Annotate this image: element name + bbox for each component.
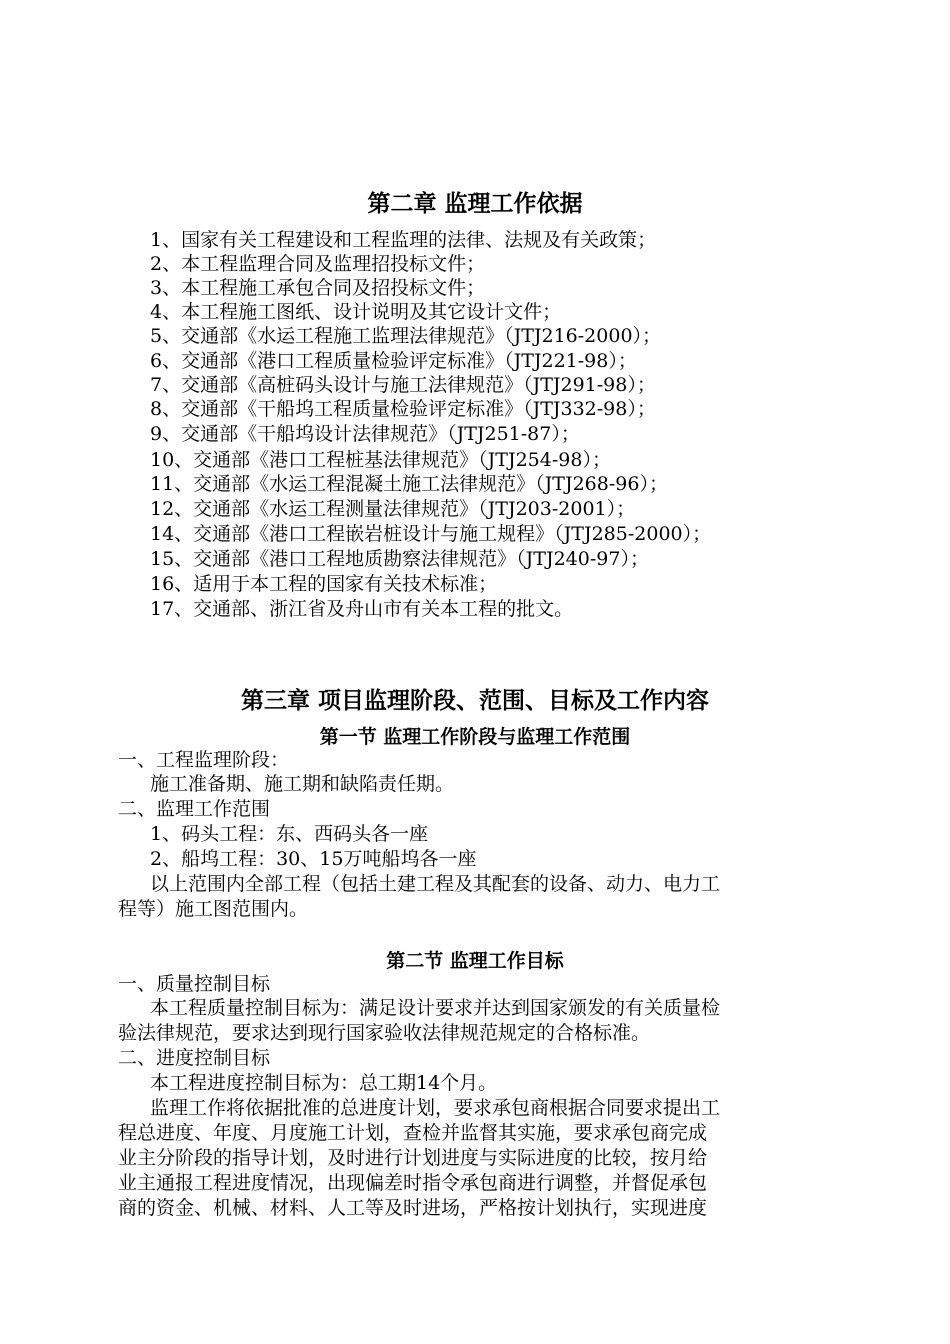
basis-item-8: 8、交通部《干船坞工程质量检验评定标准》（JTJ332-98）； bbox=[150, 398, 656, 420]
basis-item-10: 10、交通部《港口工程桩基法律规范》（JTJ254-98）； bbox=[150, 449, 611, 471]
quality-line-2: 验法律规范，要求达到现行国家验收法律规范规定的合格标准。 bbox=[118, 1022, 651, 1044]
stage-heading: 一、工程监理阶段： bbox=[118, 749, 290, 771]
chapter-2-title: 第二章 监理工作依据 bbox=[367, 191, 583, 217]
quality-line-1: 本工程质量控制目标为：满足设计要求并达到国家颁发的有关质量检 bbox=[150, 997, 721, 1019]
quality-heading: 一、质量控制目标 bbox=[118, 973, 271, 995]
scope-item-2: 2、船坞工程：30、15万吨船坞各一座 bbox=[150, 848, 477, 870]
schedule-goal: 本工程进度控制目标为：总工期14个月。 bbox=[150, 1072, 498, 1094]
basis-item-4: 4、本工程施工图纸、设计说明及其它设计文件； bbox=[150, 301, 562, 323]
basis-item-16: 16、适用于本工程的国家有关技术标准； bbox=[150, 573, 498, 595]
section-2-title: 第二节 监理工作目标 bbox=[386, 950, 564, 972]
basis-item-17: 17、交通部、浙江省及舟山市有关本工程的批文。 bbox=[150, 598, 574, 620]
basis-item-1: 1、国家有关工程建设和工程监理的法律、法规及有关政策； bbox=[150, 229, 657, 251]
section-1-title: 第一节 监理工作阶段与监理工作范围 bbox=[319, 726, 631, 748]
stage-text: 施工准备期、施工期和缺陷责任期。 bbox=[150, 773, 455, 795]
basis-item-6: 6、交通部《港口工程质量检验评定标准》（JTJ221-98）； bbox=[150, 350, 637, 372]
basis-item-7: 7、交通部《高桩码头设计与施工法律规范》（JTJ291-98）； bbox=[150, 374, 656, 396]
schedule-heading: 二、进度控制目标 bbox=[118, 1047, 271, 1069]
schedule-para-line-2: 程总进度、年度、月度施工计划，查检并监督其实施，要求承包商完成 bbox=[118, 1122, 708, 1144]
basis-item-12: 12、交通部《水运工程测量法律规范》（JTJ203-2001）； bbox=[150, 498, 636, 520]
basis-item-2: 2、本工程监理合同及监理招投标文件； bbox=[150, 253, 486, 275]
scope-note-line-1: 以上范围内全部工程（包括土建工程及其配套的设备、动力、电力工 bbox=[150, 873, 721, 895]
schedule-para-line-5: 商的资金、机械、材料、人工等及时进场，严格按计划执行，实现进度 bbox=[118, 1197, 708, 1219]
chapter-3-title: 第三章 项目监理阶段、范围、目标及工作内容 bbox=[240, 688, 709, 714]
basis-item-5: 5、交通部《水运工程施工监理法律规范》（JTJ216-2000）； bbox=[150, 325, 662, 347]
basis-item-3: 3、本工程施工承包合同及招投标文件； bbox=[150, 277, 486, 299]
schedule-para-line-1: 监理工作将依据批准的总进度计划，要求承包商根据合同要求提出工 bbox=[150, 1097, 721, 1119]
basis-item-15: 15、交通部《港口工程地质勘察法律规范》（JTJ240-97）； bbox=[150, 548, 649, 570]
scope-note-line-2: 程等）施工图范围内。 bbox=[118, 898, 309, 920]
schedule-para-line-3: 业主分阶段的指导计划，及时进行计划进度与实际进度的比较，按月给 bbox=[118, 1147, 708, 1169]
basis-item-9: 9、交通部《干船坞设计法律规范》（JTJ251-87）； bbox=[150, 423, 580, 445]
scope-item-1: 1、码头工程：东、西码头各一座 bbox=[150, 823, 429, 845]
basis-item-14: 14、交通部《港口工程嵌岩桩设计与施工规程》（JTJ285-2000）； bbox=[150, 523, 712, 545]
basis-item-11: 11、交通部《水运工程混凝土施工法律规范》（JTJ268-96）； bbox=[150, 473, 668, 495]
scope-heading: 二、监理工作范围 bbox=[118, 798, 271, 820]
schedule-para-line-4: 业主通报工程进度情况，出现偏差时指令承包商进行调整，并督促承包 bbox=[118, 1172, 708, 1194]
